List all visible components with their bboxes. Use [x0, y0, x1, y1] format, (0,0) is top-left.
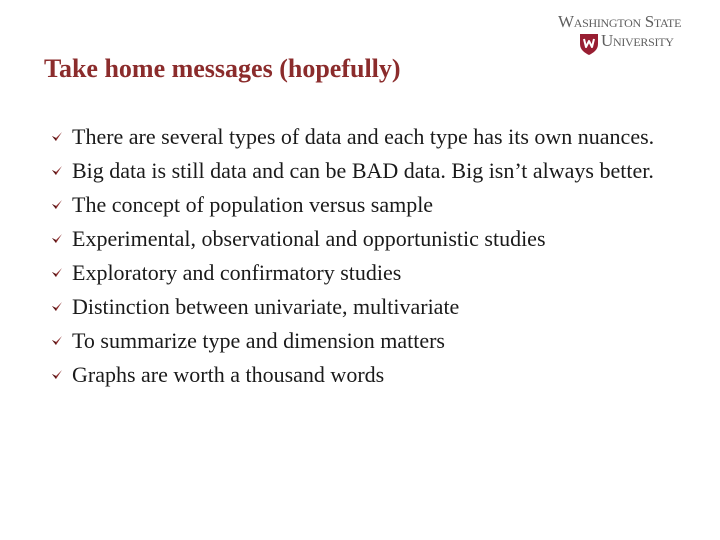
- bullet-item: [50, 154, 690, 188]
- bullet-item: [50, 324, 690, 358]
- logo-line-2: University: [601, 31, 674, 50]
- bullet-text: There are several types of data and each type has its own nuances.: [72, 124, 655, 149]
- diamond-checkmark-icon: [50, 266, 64, 280]
- diamond-checkmark-icon: [50, 368, 64, 382]
- bullet-item: [50, 358, 690, 392]
- diamond-checkmark-icon: [50, 232, 64, 246]
- logo-line-1: Washington State: [558, 12, 682, 31]
- bullet-item: [50, 188, 690, 222]
- diamond-checkmark-icon: [50, 334, 64, 348]
- bullet-item: [50, 222, 690, 256]
- bullet-item: [50, 290, 690, 324]
- bullet-text: Exploratory and confirmatory studies: [72, 260, 402, 285]
- bullet-text: Distinction between univariate, multivariate: [72, 294, 460, 319]
- bullet-item: [50, 256, 690, 290]
- bullet-text: To summarize type and dimension matters: [72, 328, 445, 353]
- slide-title: Take home messages (hopefully): [44, 54, 401, 83]
- bullet-text: Big data is still data and can be BAD data. Big isn’t always better.: [72, 158, 654, 183]
- diamond-checkmark-icon: [50, 130, 64, 144]
- diamond-checkmark-icon: [50, 198, 64, 212]
- bullet-text: Experimental, observational and opportunistic studies: [72, 226, 546, 251]
- wsu-seal-icon: [578, 32, 600, 56]
- bullet-text: The concept of population versus sample: [72, 192, 434, 217]
- bullet-text: Graphs are worth a thousand words: [72, 362, 385, 387]
- diamond-checkmark-icon: [50, 164, 64, 178]
- wsu-logo: [552, 12, 712, 60]
- diamond-checkmark-icon: [50, 300, 64, 314]
- bullet-item: [50, 120, 690, 154]
- bullet-list: [50, 120, 690, 392]
